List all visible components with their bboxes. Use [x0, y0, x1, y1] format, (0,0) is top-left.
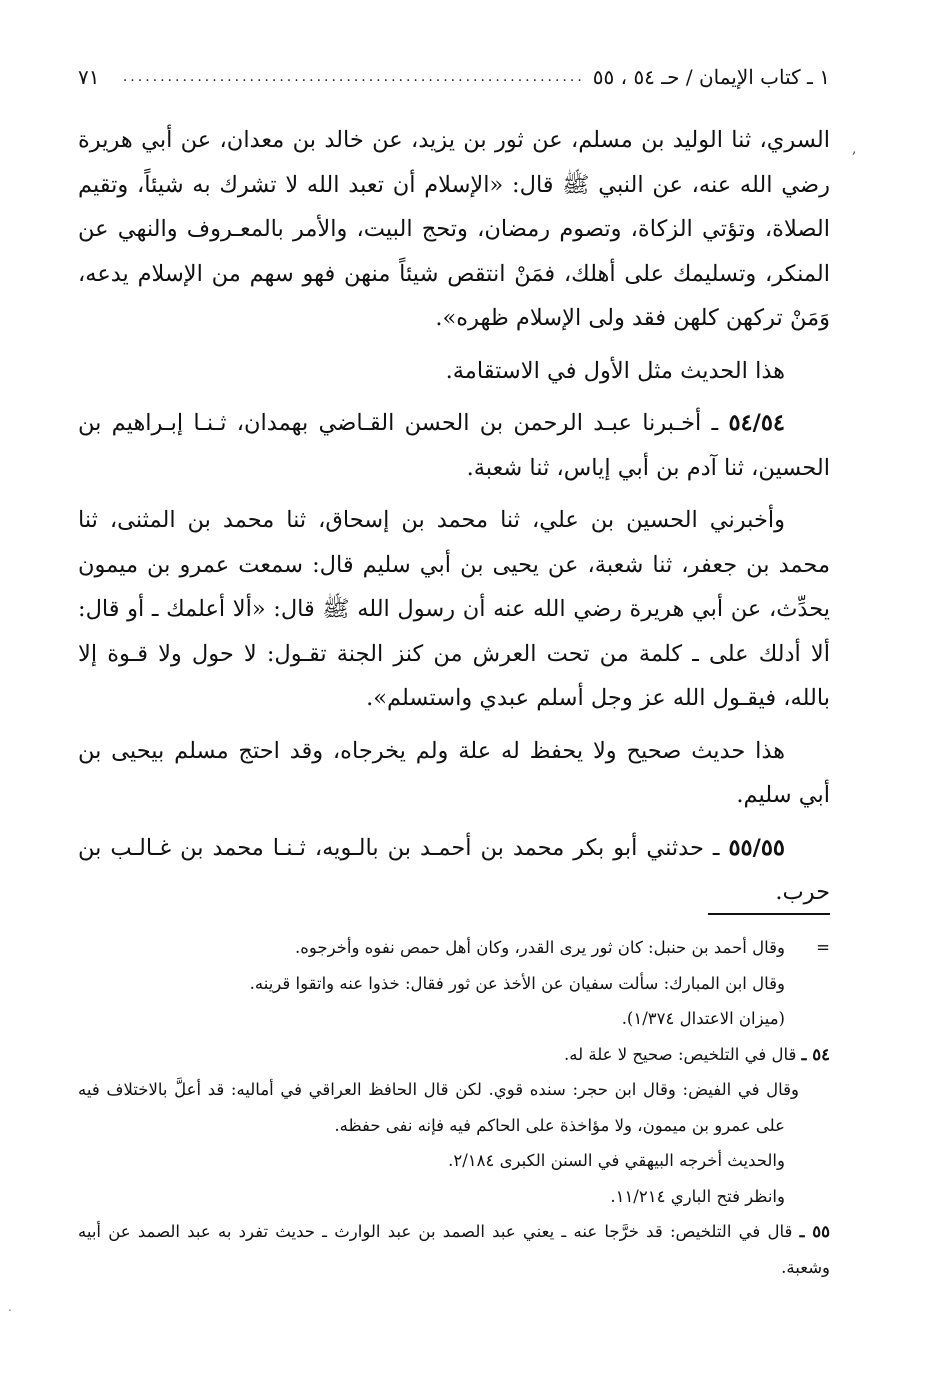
chapter-title: ١ ـ كتاب الإيمان / حـ ٥٤ ، ٥٥ — [592, 65, 830, 89]
scan-speck: . — [8, 1300, 12, 1314]
footnote-line: =وقال أحمد بن حنبل: كان ثور يرى القدر، وكان أهل حمص نفوه وأخرجوه. — [78, 930, 830, 966]
footnote-number: ٥٥ ـ — [799, 1222, 830, 1241]
footnote-54: ٥٤ ـ قال في التلخيص: صحيح لا علة له. — [563, 1044, 830, 1064]
continuation-mark: = — [816, 938, 830, 957]
hadith-55 — [78, 826, 830, 915]
hadith-number: ٥٤/٥٤ — [728, 410, 785, 436]
hadith-number: ٥٥/٥٥ — [728, 834, 785, 861]
hadith-54-text: ـ أخـبرنا عبـد الرحمن بن الحسن القـاضي بهمدان، ثـنـا إبـراهيم بن الحسين، ثنا آدم بن أبي إياس، ثنا شعبة. — [78, 410, 830, 481]
dot-leader: .............................................................. — [122, 69, 585, 85]
hadith-54 — [78, 401, 830, 490]
footnote-55: ٥٥ ـ قال في التلخيص: قد خرَّجا عنه ـ يعني عبد الصمد بن عبد الوارث ـ حديث تفرد به عبد الصمد عن أبيه وشعبة. — [78, 1222, 830, 1277]
footnote-line: وقال في الفيض: وقال ابن حجر: سنده قوي. لكن قال الحافظ العراقي في أماليه: قد أعلَّ بالاختلاف فيه على عمرو بن ميمون، ولا مؤاخذة على الحاكم فيه فإنه نفى حفظه. — [78, 1080, 799, 1135]
footnote-line: وقال ابن المبارك: سألت سفيان عن الأخذ عن ثور فقال: خذوا عنه واتقوا قرينه. — [249, 973, 785, 993]
main-text — [78, 118, 830, 915]
page-number: ٧١ — [78, 65, 100, 89]
running-header — [78, 60, 830, 94]
footnotes — [78, 930, 830, 1285]
paragraph-4: وأخبرني الحسين بن علي، ثنا محمد بن إسحاق، ثنا محمد بن المثنى، ثنا محمد بن جعفر، ثنا شعبة، عن يحيى بن أبي سليم قال: سمعت عمرو بن ميمون يحدِّث، عن أبي هريرة رضي الله عنه أن رسول الله ﷺ قال: «ألا أعلمك ـ أو قال: ألا أدلك على ـ كلمة من تحت العرش من كنز الجنة تقـول: لا حول ولا قـوة إلا بالله، فيقـول الله عز وجل أسلم عبدي واستسلم». — [78, 507, 830, 711]
margin-mark: , — [852, 141, 857, 157]
paragraph-5: هذا حديث صحيح ولا يحفظ له علة ولم يخرجاه، وقد احتج مسلم بيحيى بن أبي سليم. — [78, 737, 830, 808]
footnote-number: ٥٤ ـ — [801, 1044, 830, 1064]
paragraph-2: هذا الحديث مثل الأول في الاستقامة. — [445, 357, 785, 384]
footnote-line: والحديث أخرجه البيهقي في السنن الكبرى ٢/١٨٤. — [448, 1151, 785, 1170]
footnote-line: وانظر فتح الباري ١١/٢١٤. — [610, 1186, 785, 1206]
hadith-55-text: ـ حدثني أبو بكر محمد بن أحمـد بن بالـويه، ثـنـا محمد بن غـالـب بن حرب. — [78, 834, 830, 905]
footnote-line: (ميزان الاعتدال ١/٣٧٤). — [621, 1009, 785, 1028]
paragraph-1: السري، ثنا الوليد بن مسلم، عن ثور بن يزيد، عن خالد بن معدان، عن أبي هريرة رضي الله عنه، عن النبي ﷺ قال: «الإسلام أن تعبد الله لا تشرك به شيئاً، وتقيم الصلاة، وتؤتي الزكاة، وتصوم رمضان، وتحج البيت، والأمر بالمعـروف والنهي عن المنكر، وتسليمك على أهلك، فمَنْ انتقص شيئاً منهن فهو سهم من الإسلام يدعه، وَمَنْ تركهن كلهن فقد ولى الإسلام ظهره». — [78, 127, 830, 331]
footnote-separator — [708, 913, 830, 915]
